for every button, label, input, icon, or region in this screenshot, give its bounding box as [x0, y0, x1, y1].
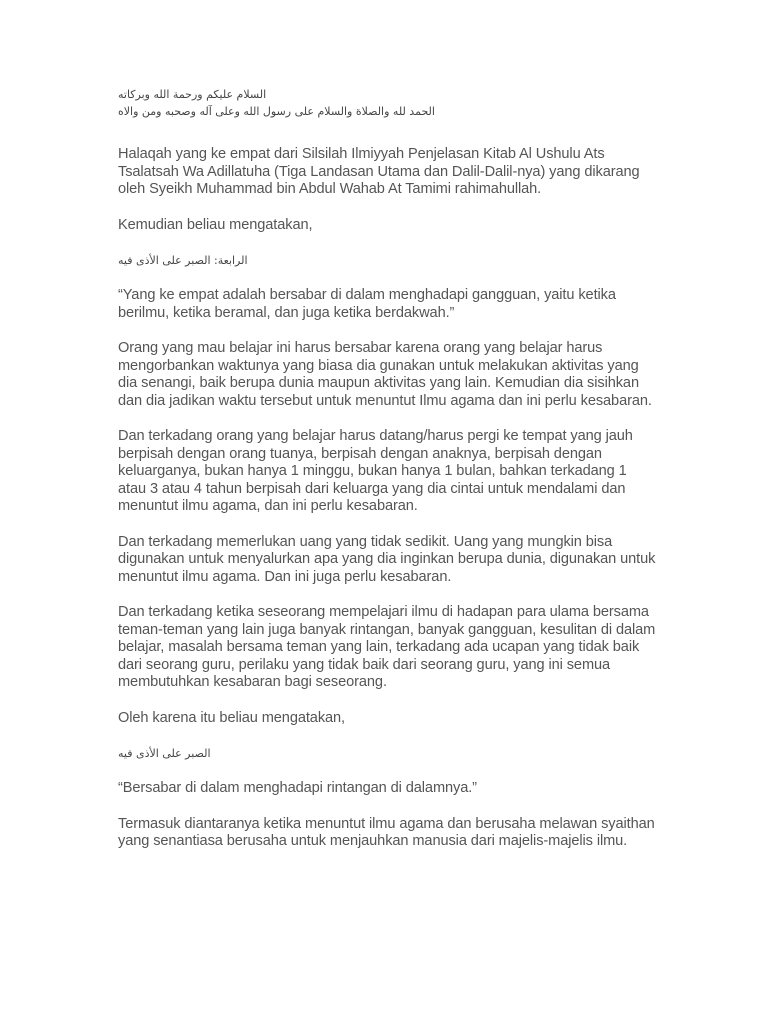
spacer	[118, 516, 658, 534]
spacer	[118, 322, 658, 340]
paragraph-quote-translation-2: “Bersabar di dalam menghadapi rintangan di dalamnya.”	[118, 780, 477, 796]
paragraph-oleh-karena: Oleh karena itu beliau mengatakan,	[118, 709, 346, 726]
spacer	[118, 269, 658, 287]
paragraph-orang: Orang yang mau belajar ini harus bersabar karena orang yang belajar harus mengorbankan waktunya yang biasa dia gunakan untuk melakukan aktivitas yang dia senangi, baik berupa dunia maupun aktivitas yang lain. Kemudian dia sisihkan dan dia jadikan waktu tersebut untuk menuntut Ilmu agama dan ini perlu kesabaran.	[118, 340, 652, 409]
spacer	[118, 762, 658, 780]
arabic-quote-2: الصبر على الأذى فيه	[118, 747, 211, 760]
paragraph-kemudian: Kemudian beliau mengatakan,	[118, 216, 313, 233]
arabic-greeting-line-2: الحمد لله والصلاة والسلام على رسول الله وعلى آله وصحبه ومن والاه	[118, 105, 435, 118]
spacer	[118, 798, 658, 816]
paragraph-quote-translation-1: “Yang ke empat adalah bersabar di dalam menghadapi gangguan, yaitu ketika berilmu, ketika beramal, dan juga ketika berdakwah.”	[118, 287, 616, 321]
spacer	[118, 199, 658, 217]
spacer	[118, 727, 658, 745]
paragraph-intro: Halaqah yang ke empat dari Silsilah Ilmiyyah Penjelasan Kitab Al Ushulu Ats Tsalatsah Wa Adillatuha (Tiga Landasan Utama dan Dalil-Dalil-nya) yang dikarang oleh Syeikh Muhammad bin Abdul Wahab At Tamimi rahimahullah.	[118, 146, 640, 197]
spacer	[118, 410, 658, 428]
spacer	[118, 120, 658, 146]
paragraph-dan-terkadang-1: Dan terkadang orang yang belajar harus datang/harus pergi ke tempat yang jauh berpisah dengan orang tuanya, berpisah dengan anaknya, berpisah dengan keluarganya, bukan hanya 1 minggu, bukan hanya 1 bulan, bahkan terkadang 1 atau 3 atau 4 tahun berpisah dari keluarga yang dia cintai untuk mendalami dan menuntut ilmu agama, dan ini perlu kesabaran.	[118, 428, 633, 514]
arabic-quote-1: الرابعة: الصبر على الأذى فيه	[118, 254, 248, 267]
paragraph-dan-terkadang-3: Dan terkadang ketika seseorang mempelajari ilmu di hadapan para ulama bersama teman-teman yang lain juga banyak rintangan, banyak gangguan, kesulitan di dalam belajar, masalah bersama teman yang lain, terkadang ada ucapan yang tidak baik dari seorang guru, perilaku yang tidak baik dari seorang guru, yang ini semua membutuhkan kesabaran bagi seseorang.	[118, 604, 656, 690]
document-page	[118, 86, 658, 851]
paragraph-termasuk: Termasuk diantaranya ketika menuntut ilmu agama dan berusaha melawan syaithan yang senantiasa berusaha untuk menjauhkan manusia dari majelis-majelis ilmu.	[118, 815, 655, 849]
spacer	[118, 234, 658, 252]
paragraph-dan-terkadang-2: Dan terkadang memerlukan uang yang tidak sedikit. Uang yang mungkin bisa digunakan untuk menyalurkan apa yang dia inginkan berupa dunia, digunakan untuk menuntut ilmu agama. Dan ini juga perlu kesabaran.	[118, 533, 656, 585]
spacer	[118, 586, 658, 604]
arabic-greeting-line-1: السلام عليكم ورحمة الله وبركاته	[118, 88, 267, 101]
spacer	[118, 692, 658, 710]
